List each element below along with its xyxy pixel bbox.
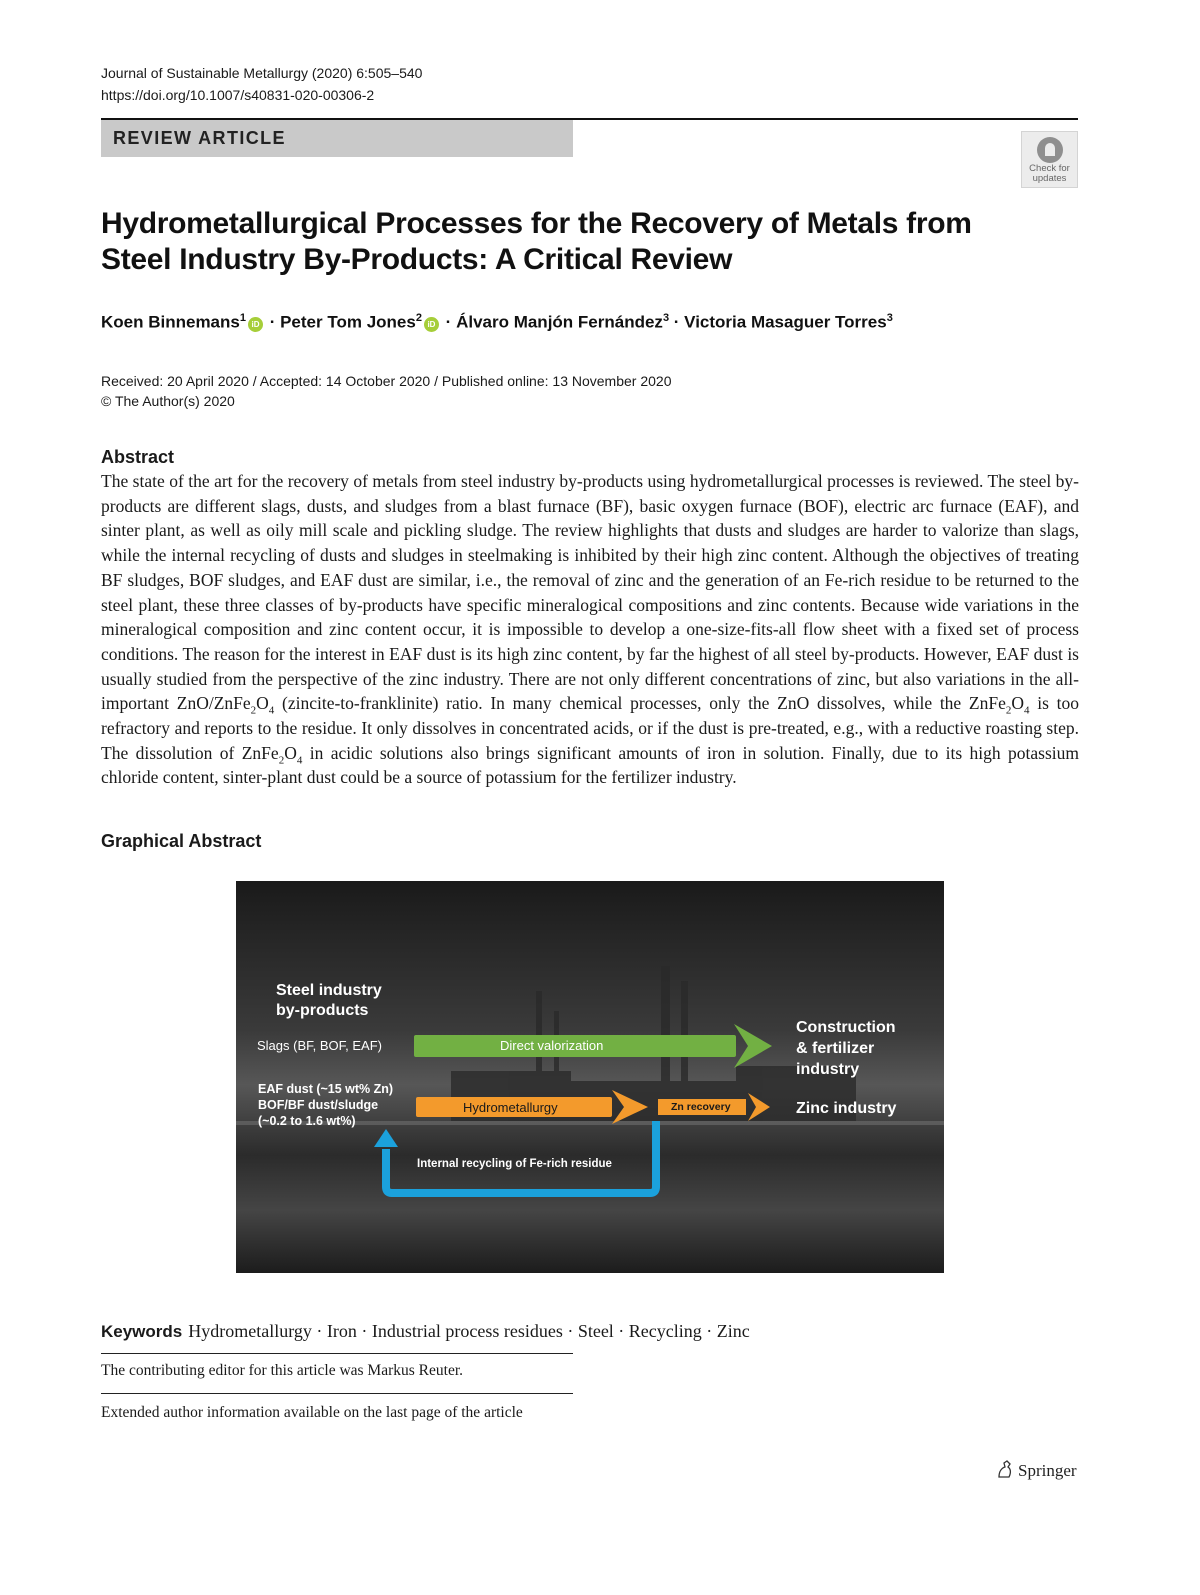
direct-valorization-label: Direct valorization bbox=[500, 1038, 604, 1053]
copyright-notice: © The Author(s) 2020 bbox=[101, 393, 235, 409]
slags-label: Slags (BF, BOF, EAF) bbox=[257, 1038, 382, 1053]
article-title: Hydrometallurgical Processes for the Recovery of Metals from Steel Industry By-Products: A Critical Review bbox=[101, 207, 972, 276]
keywords-list: Hydrometallurgy · Iron · Industrial process residues · Steel · Recycling · Zinc bbox=[188, 1321, 750, 1341]
zn-recovery-label: Zn recovery bbox=[671, 1101, 731, 1113]
orcid-icon[interactable]: iD bbox=[248, 317, 263, 332]
direct-valorization-arrowhead bbox=[734, 1024, 772, 1068]
abstract-text: The state of the art for the recovery of metals from steel industry by-products using hydrometallurgical processes is reviewed. The steel by-products are different slags, dusts, and sludges from a blast furnace (BF), basic oxygen furnace (BOF), electric arc furnace (EAF), and sinter plant, as well as oily mill scale and pickling sludge. The review highlights that dusts and sludges are harder to valorize than slags, while the internal recycling of dusts and sludges in steelmaking is inhibited by their high zinc content. Although the objectives of treating BF sludges, BOF sludges, and EAF dust are similar, i.e., the removal of zinc and the generation of an Fe-rich residue to be returned to the steel plant, these three classes of by-products have specific mineralogical compositions and zinc contents. Because wide variations in the mineralogical composition and zinc content occur, it is impossible to develop a one-size-fits-all flow sheet with a fixed set of process conditions. The reason for the interest in EAF dust is its high zinc content, by far the highest of all steel by-products. However, EAF dust is usually studied from the perspective of the zinc industry. There are not only different concentrations of zinc, but also variations in the all-important ZnO/$ZnFe_2O_4$ (zincite-to-franklinite) ratio. In many chemical processes, only the ZnO dissolves, while the $ZnFe_2O_4$ is too refractory and reports to the residue. It only dissolves in concentrated acids, or if the dust is pre-treated, e.g., with a reductive roasting step. The dissolution of $ZnFe_2O_4$ in acidic solutions also brings significant amounts of iron in solution. Finally, due to its high potassium chloride content, sinter-plant dust could be a source of potassium for the fertilizer industry. bbox=[101, 471, 1079, 788]
recycling-loop bbox=[386, 1121, 656, 1193]
article-type-label: REVIEW ARTICLE bbox=[113, 128, 286, 148]
affiliation-mark: 2 bbox=[415, 312, 422, 324]
footnote-rule bbox=[101, 1393, 573, 1394]
editor-footnote: The contributing editor for this article was Markus Reuter. bbox=[101, 1362, 464, 1379]
graphical-abstract-figure bbox=[236, 881, 944, 1273]
construction-target: Construction & fertilizer industry bbox=[796, 1019, 896, 1078]
graphical-abstract-heading: Graphical Abstract bbox=[101, 831, 262, 851]
dust-labels: EAF dust (~15 wt% Zn) BOF/BF dust/sludge (~0.2 to 1.6 wt%) bbox=[258, 1082, 394, 1128]
publisher-name: Springer bbox=[1018, 1461, 1077, 1480]
check-for-updates-label: Check for updates bbox=[1029, 163, 1070, 184]
hydrometallurgy-label: Hydrometallurgy bbox=[463, 1100, 558, 1115]
publication-dates: Received: 20 April 2020 / Accepted: 14 October 2020 / Published online: 13 November 2020 bbox=[101, 373, 672, 389]
source-title: Steel industry by-products bbox=[276, 982, 382, 1019]
footnote-rule bbox=[101, 1353, 573, 1354]
doi-link[interactable]: https://doi.org/10.1007/s40831-020-00306-2 bbox=[101, 87, 375, 103]
abstract-heading: Abstract bbox=[101, 447, 175, 467]
affiliation-mark: 1 bbox=[239, 312, 246, 324]
recycling-arrowhead bbox=[374, 1129, 398, 1147]
check-for-updates-badge[interactable] bbox=[1021, 131, 1078, 188]
recycling-label: Internal recycling of Fe-rich residue bbox=[417, 1158, 612, 1170]
author-name[interactable]: Peter Tom Jones bbox=[280, 312, 416, 332]
orcid-icon[interactable]: iD bbox=[424, 317, 439, 332]
author-name[interactable]: Álvaro Manjón Fernández bbox=[456, 312, 663, 332]
affiliation-mark: 3 bbox=[886, 312, 893, 324]
journal-citation: Journal of Sustainable Metallurgy (2020) 6:505–540 bbox=[101, 65, 423, 81]
keywords-label: Keywords bbox=[101, 1322, 183, 1341]
zinc-industry-target: Zinc industry bbox=[796, 1100, 897, 1117]
publisher-mark bbox=[996, 1459, 1077, 1481]
affiliation-mark: 3 bbox=[662, 312, 670, 324]
extended-info-footnote: Extended author information available on the last page of the article bbox=[101, 1404, 523, 1421]
springer-horse-icon bbox=[996, 1459, 1014, 1479]
crossmark-icon bbox=[1037, 137, 1063, 163]
author-list: Koen Binnemans$^1$iD · Peter Tom Jones$^2$iD · Álvaro Manjón Fernández$^3$ · Victoria Masaguer Torres$^3$ bbox=[101, 312, 893, 332]
author-name[interactable]: Koen Binnemans bbox=[101, 312, 240, 332]
author-name[interactable]: Victoria Masaguer Torres bbox=[684, 312, 887, 332]
keywords bbox=[101, 1321, 750, 1342]
